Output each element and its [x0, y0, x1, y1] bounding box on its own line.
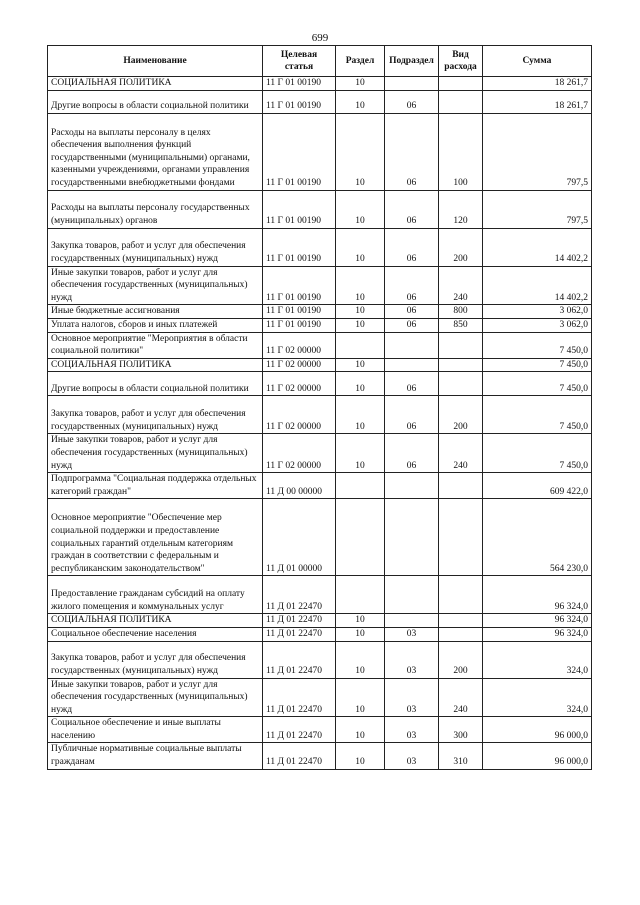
cell-subsection: 06	[385, 372, 439, 396]
cell-name: Предоставление гражданам субсидий на оплату жилого помещения и коммунальных услуг	[48, 576, 263, 614]
cell-section	[336, 499, 385, 576]
cell-section: 10	[336, 228, 385, 266]
cell-subsection: 03	[385, 641, 439, 678]
cell-name: Иные закупки товаров, работ и услуг для обеспечения государственных (муниципальных) нужд	[48, 678, 263, 717]
cell-code: 11 Г 02 00000	[263, 332, 336, 358]
table-row	[48, 499, 592, 576]
cell-section: 10	[336, 266, 385, 305]
table-row	[48, 358, 592, 372]
cell-sum: 797,5	[483, 113, 592, 190]
cell-section: 10	[336, 743, 385, 769]
cell-section: 10	[336, 372, 385, 396]
cell-exptype	[439, 77, 483, 91]
cell-exptype	[439, 499, 483, 576]
cell-exptype: 120	[439, 190, 483, 228]
cell-code: 11 Д 01 22470	[263, 627, 336, 641]
cell-exptype: 850	[439, 318, 483, 332]
cell-name: Закупка товаров, работ и услуг для обеспечения государственных (муниципальных) нужд	[48, 228, 263, 266]
cell-section: 10	[336, 318, 385, 332]
table-row	[48, 614, 592, 628]
cell-subsection: 06	[385, 113, 439, 190]
cell-subsection	[385, 614, 439, 628]
cell-subsection	[385, 332, 439, 358]
cell-subsection: 03	[385, 627, 439, 641]
table-row	[48, 434, 592, 473]
cell-sum: 18 261,7	[483, 77, 592, 91]
cell-section: 10	[336, 614, 385, 628]
cell-subsection: 03	[385, 743, 439, 769]
cell-code: 11 Г 02 00000	[263, 372, 336, 396]
cell-sum: 14 402,2	[483, 228, 592, 266]
cell-subsection: 06	[385, 228, 439, 266]
cell-section: 10	[336, 717, 385, 743]
cell-name: Другие вопросы в области социальной политики	[48, 372, 263, 396]
cell-subsection: 06	[385, 266, 439, 305]
cell-subsection	[385, 499, 439, 576]
cell-section: 10	[336, 305, 385, 319]
cell-code: 11 Г 01 00190	[263, 266, 336, 305]
cell-exptype: 200	[439, 641, 483, 678]
header-section: Раздел	[336, 46, 385, 77]
cell-section: 10	[336, 678, 385, 717]
cell-name: Иные бюджетные ассигнования	[48, 305, 263, 319]
cell-sum: 96 000,0	[483, 743, 592, 769]
table-row	[48, 372, 592, 396]
cell-sum: 609 422,0	[483, 473, 592, 499]
cell-sum: 3 062,0	[483, 318, 592, 332]
cell-code: 11 Д 01 22470	[263, 641, 336, 678]
cell-exptype: 200	[439, 396, 483, 434]
cell-section: 10	[336, 113, 385, 190]
cell-code: 11 Д 01 22470	[263, 614, 336, 628]
cell-subsection: 03	[385, 717, 439, 743]
cell-section: 10	[336, 77, 385, 91]
table-header	[48, 46, 592, 77]
cell-code: 11 Г 01 00190	[263, 77, 336, 91]
cell-exptype: 240	[439, 266, 483, 305]
cell-exptype: 310	[439, 743, 483, 769]
cell-code: 11 Д 00 00000	[263, 473, 336, 499]
cell-subsection	[385, 473, 439, 499]
cell-exptype: 200	[439, 228, 483, 266]
cell-exptype: 240	[439, 678, 483, 717]
cell-section	[336, 576, 385, 614]
cell-name: Основное мероприятие "Обеспечение мер социальной поддержки и предоставление социальных гарантий отдельным категориям граждан в соответствии с федеральным и республиканским законодательством"	[48, 499, 263, 576]
table-row	[48, 190, 592, 228]
cell-sum: 18 261,7	[483, 90, 592, 113]
cell-subsection: 06	[385, 190, 439, 228]
cell-sum: 7 450,0	[483, 372, 592, 396]
table-row	[48, 332, 592, 358]
cell-code: 11 Г 02 00000	[263, 358, 336, 372]
cell-name: Уплата налогов, сборов и иных платежей	[48, 318, 263, 332]
table-row	[48, 576, 592, 614]
cell-subsection: 06	[385, 396, 439, 434]
cell-code: 11 Д 01 22470	[263, 743, 336, 769]
cell-exptype: 240	[439, 434, 483, 473]
cell-exptype: 100	[439, 113, 483, 190]
cell-subsection	[385, 77, 439, 91]
cell-name: Социальное обеспечение и иные выплаты населению	[48, 717, 263, 743]
cell-section: 10	[336, 641, 385, 678]
cell-sum: 96 324,0	[483, 614, 592, 628]
cell-subsection: 03	[385, 678, 439, 717]
cell-exptype	[439, 372, 483, 396]
table-body	[48, 77, 592, 770]
cell-code: 11 Г 01 00190	[263, 305, 336, 319]
cell-sum: 3 062,0	[483, 305, 592, 319]
cell-exptype: 800	[439, 305, 483, 319]
cell-name: Другие вопросы в области социальной политики	[48, 90, 263, 113]
cell-code: 11 Г 01 00190	[263, 90, 336, 113]
cell-subsection	[385, 576, 439, 614]
cell-subsection: 06	[385, 318, 439, 332]
header-subsection: Подраздел	[385, 46, 439, 77]
budget-table	[47, 45, 592, 770]
cell-name: СОЦИАЛЬНАЯ ПОЛИТИКА	[48, 77, 263, 91]
cell-name: Закупка товаров, работ и услуг для обеспечения государственных (муниципальных) нужд	[48, 396, 263, 434]
cell-exptype	[439, 358, 483, 372]
header-exptype: Вид расхода	[439, 46, 483, 77]
table-row	[48, 717, 592, 743]
cell-sum: 96 324,0	[483, 627, 592, 641]
cell-name: Закупка товаров, работ и услуг для обеспечения государственных (муниципальных) нужд	[48, 641, 263, 678]
cell-section: 10	[336, 190, 385, 228]
cell-name: СОЦИАЛЬНАЯ ПОЛИТИКА	[48, 614, 263, 628]
cell-subsection: 06	[385, 434, 439, 473]
cell-subsection: 06	[385, 90, 439, 113]
cell-sum: 7 450,0	[483, 434, 592, 473]
cell-code: 11 Г 01 00190	[263, 190, 336, 228]
cell-section: 10	[336, 90, 385, 113]
cell-section: 10	[336, 627, 385, 641]
cell-subsection: 06	[385, 305, 439, 319]
cell-code: 11 Д 01 00000	[263, 499, 336, 576]
table-row	[48, 90, 592, 113]
table-row	[48, 641, 592, 678]
cell-exptype: 300	[439, 717, 483, 743]
cell-code: 11 Г 02 00000	[263, 396, 336, 434]
cell-exptype	[439, 627, 483, 641]
cell-code: 11 Г 01 00190	[263, 228, 336, 266]
page-number: 699	[311, 32, 329, 44]
cell-section	[336, 473, 385, 499]
header-code: Целевая статья	[263, 46, 336, 77]
table-row	[48, 318, 592, 332]
cell-name: Расходы на выплаты персоналу в целях обеспечения выполнения функций государственными (муниципальными) органами, казенными учреждениями, органами управления государственными внебюджетными фондами	[48, 113, 263, 190]
cell-section: 10	[336, 434, 385, 473]
cell-sum: 96 000,0	[483, 717, 592, 743]
cell-sum: 797,5	[483, 190, 592, 228]
cell-name: Иные закупки товаров, работ и услуг для обеспечения государственных (муниципальных) нужд	[48, 434, 263, 473]
cell-exptype	[439, 332, 483, 358]
cell-name: Основное мероприятие "Мероприятия в области социальной политики"	[48, 332, 263, 358]
cell-name: Иные закупки товаров, работ и услуг для обеспечения государственных (муниципальных) нужд	[48, 266, 263, 305]
cell-code: 11 Г 01 00190	[263, 318, 336, 332]
table-row	[48, 305, 592, 319]
cell-name: Расходы на выплаты персоналу государственных (муниципальных) органов	[48, 190, 263, 228]
cell-sum: 7 450,0	[483, 332, 592, 358]
table-row	[48, 77, 592, 91]
cell-sum: 324,0	[483, 641, 592, 678]
table-row	[48, 266, 592, 305]
table-row	[48, 228, 592, 266]
table-row	[48, 396, 592, 434]
cell-name: СОЦИАЛЬНАЯ ПОЛИТИКА	[48, 358, 263, 372]
cell-exptype	[439, 90, 483, 113]
cell-subsection	[385, 358, 439, 372]
cell-name: Подпрограмма "Социальная поддержка отдельных категорий граждан"	[48, 473, 263, 499]
cell-sum: 14 402,2	[483, 266, 592, 305]
cell-section: 10	[336, 396, 385, 434]
cell-name: Публичные нормативные социальные выплаты гражданам	[48, 743, 263, 769]
cell-sum: 564 230,0	[483, 499, 592, 576]
cell-name: Социальное обеспечение населения	[48, 627, 263, 641]
cell-exptype	[439, 576, 483, 614]
cell-code: 11 Д 01 22470	[263, 678, 336, 717]
cell-code: 11 Д 01 22470	[263, 717, 336, 743]
cell-code: 11 Д 01 22470	[263, 576, 336, 614]
cell-code: 11 Г 02 00000	[263, 434, 336, 473]
table-row	[48, 743, 592, 769]
header-sum: Сумма	[483, 46, 592, 77]
cell-exptype	[439, 614, 483, 628]
cell-sum: 7 450,0	[483, 358, 592, 372]
cell-sum: 7 450,0	[483, 396, 592, 434]
cell-code: 11 Г 01 00190	[263, 113, 336, 190]
table-row	[48, 473, 592, 499]
table-row	[48, 113, 592, 190]
table-row	[48, 678, 592, 717]
cell-exptype	[439, 473, 483, 499]
table-row	[48, 627, 592, 641]
cell-section: 10	[336, 358, 385, 372]
cell-sum: 96 324,0	[483, 576, 592, 614]
cell-section	[336, 332, 385, 358]
header-row	[48, 46, 592, 77]
cell-sum: 324,0	[483, 678, 592, 717]
header-name: Наименование	[48, 46, 263, 77]
